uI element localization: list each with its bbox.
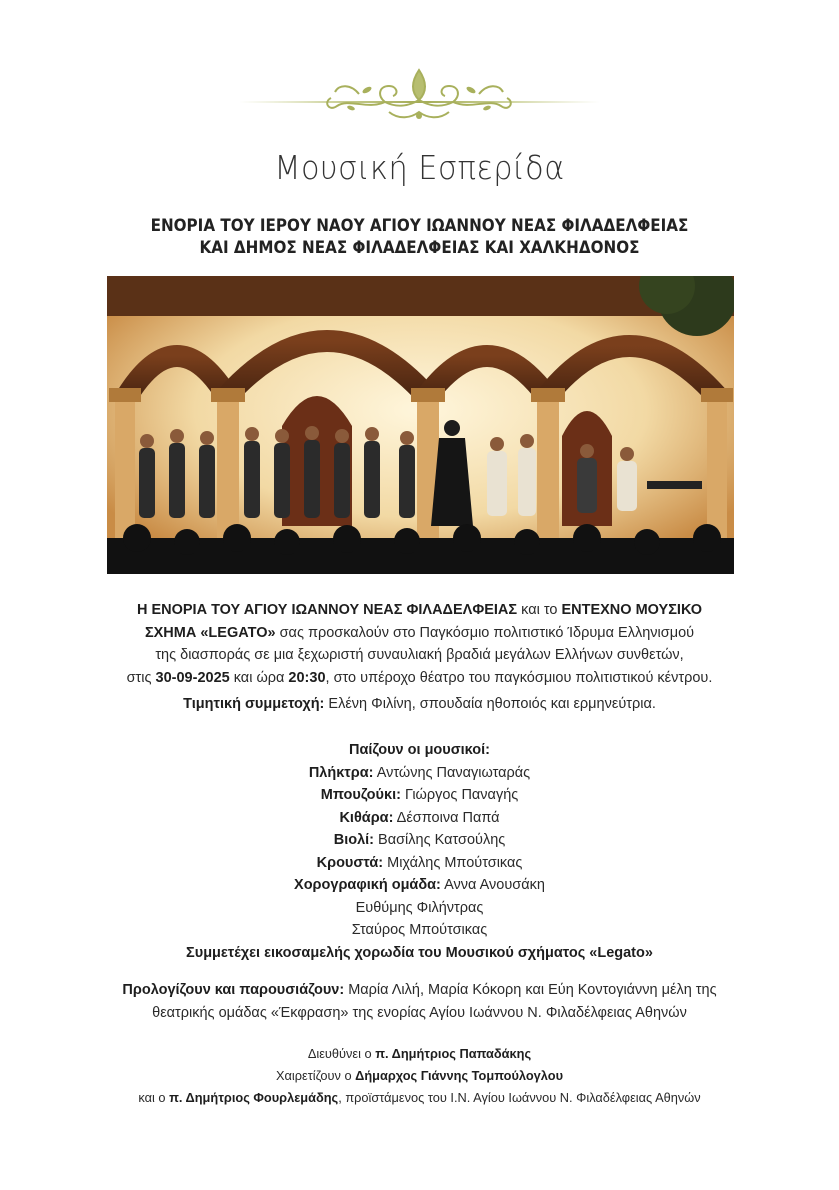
- intro-line-1: [0, 599, 839, 622]
- credits-line-1: [0, 1043, 839, 1065]
- credits-and: και ο: [138, 1090, 170, 1105]
- instrument-label: Κρουστά:: [316, 854, 384, 871]
- choreography-member: Ευθύμης Φιλήντρας: [355, 899, 484, 916]
- credits-line-3: [0, 1087, 839, 1109]
- presenters-names: Μαρία Λιλή, Μαρία Κόκορη και Εύη Κοντογιάννη μέλη της: [344, 982, 717, 998]
- honor-line: [0, 693, 839, 716]
- intro-line-3: της διασποράς σε μια ξεχωριστή συναυλιακή βραδιά μεγάλων Ελλήνων συνθετών,: [155, 647, 684, 663]
- presenters-line-2: θεατρικής ομάδας «Έκφραση» της ενορίας Αγίου Ιωάννου Ν. Φιλαδέλφειας Αθηνών: [152, 1004, 687, 1021]
- musicians-heading-line: [0, 739, 839, 762]
- musician-name: Αννα Ανουσάκη: [440, 877, 545, 893]
- intro-line-2: [0, 622, 839, 645]
- honorary-participation: [0, 693, 839, 716]
- musician-row: [0, 784, 839, 807]
- credits-greetings: Χαιρετίζουν ο: [275, 1068, 356, 1083]
- honor-text: Ελένη Φιλίνη, σπουδαία ηθοποιός και ερμηνεύτρια.: [324, 696, 656, 712]
- choir-line: [0, 942, 839, 965]
- credits-line-2: [0, 1065, 839, 1087]
- instrument-label: Πλήκτρα:: [308, 764, 374, 781]
- intro-paragraph: [0, 599, 839, 689]
- intro-on: στις: [126, 669, 156, 686]
- photo-illustration: [107, 276, 734, 574]
- presenters-label: Προλογίζουν και παρουσιάζουν:: [122, 982, 345, 998]
- musician-name: Αντώνης Παναγιωταράς: [373, 764, 531, 781]
- choir-participation: Συμμετέχει εικοσαμελής χορωδία του Μουσικού σχήματος «Legato»: [186, 944, 653, 961]
- mayor-name: Δήμαρχος Γιάννης Τομπούλογλου: [355, 1068, 564, 1083]
- musician-row: [0, 829, 839, 852]
- intro-ensemble-legato: ΣΧΗΜΑ «LEGATO»: [144, 624, 276, 641]
- choir-performance-photo: [107, 276, 734, 574]
- intro-line-4: [0, 667, 839, 690]
- honor-label: Τιμητική συμμετοχή:: [183, 696, 325, 712]
- musician-name: Γιώργος Παναγής: [400, 787, 519, 803]
- page-subtitle: [34, 215, 806, 259]
- intro-and-time: και ώρα: [229, 669, 289, 686]
- instrument-label: Χορογραφική ομάδα:: [294, 877, 441, 893]
- instrument-label: Βιολί:: [333, 832, 375, 848]
- musician-name: Δέσποινα Παπά: [393, 809, 500, 826]
- intro-connector: και το: [517, 602, 562, 618]
- intro-venue: , στο υπέροχο θέατρο του παγκόσμιου πολιτιστικού κέντρου.: [325, 669, 713, 686]
- floral-ornament-icon: [239, 62, 600, 128]
- instrument-label: Κιθάρα:: [339, 809, 394, 826]
- event-time: 20:30: [288, 669, 326, 686]
- musician-row: [0, 762, 839, 785]
- credits-paragraph: [0, 1043, 839, 1109]
- director-name: π. Δημήτριος Παπαδάκης: [375, 1046, 532, 1061]
- musician-name: Μιχάλης Μπούτσικας: [383, 854, 523, 871]
- instrument-label: Μπουζούκι:: [320, 787, 401, 803]
- musician-row: [0, 874, 839, 897]
- subtitle-line-1: ΕΝΟΡΙΑ ΤΟΥ ΙΕΡΟΥ ΝΑΟΥ ΑΓΙΟΥ ΙΩΑΝΝΟΥ ΝΕΑΣ ΦΙΛΑΔΕΛΦΕΙΑΣ: [150, 216, 689, 235]
- presenters-paragraph: [0, 979, 839, 1024]
- musicians-list: [0, 739, 839, 964]
- subtitle-line-2: ΚΑΙ ΔΗΜΟΣ ΝΕΑΣ ΦΙΛΑΔΕΛΦΕΙΑΣ ΚΑΙ ΧΑΛΚΗΔΟΝΟΣ: [199, 238, 640, 257]
- musician-name: Βασίλης Κατσούλης: [374, 832, 506, 848]
- priest-title: , προϊστάμενος του Ι.Ν. Αγίου Ιωάννου Ν. Φιλαδέλφειας Αθηνών: [338, 1090, 701, 1105]
- presenters-line-1: [0, 979, 839, 1002]
- page-title: Μουσική Εσπερίδα: [274, 148, 565, 187]
- event-date: 30-09-2025: [155, 669, 230, 686]
- musicians-heading: Παίζουν οι μουσικοί:: [348, 742, 490, 758]
- musician-row: [0, 852, 839, 875]
- credits-directs: Διευθύνει ο: [307, 1046, 376, 1061]
- intro-invitation: σας προσκαλούν στο Παγκόσμιο πολιτιστικό Ίδρυμα Ελληνισμού: [275, 624, 695, 641]
- intro-ensemble-name: ΕΝΤΕΧΝΟ ΜΟΥΣΙΚΟ: [561, 602, 703, 618]
- choreography-member: Σταύρος Μπούτσικας: [351, 922, 488, 938]
- musician-row: [0, 807, 839, 830]
- priest-name: π. Δημήτριος Φουρλεμάδης: [169, 1090, 339, 1105]
- intro-parish-name: Η ΕΝΟΡΙΑ ΤΟΥ ΑΓΙΟΥ ΙΩΑΝΝΟΥ ΝΕΑΣ ΦΙΛΑΔΕΛΦΕΙΑΣ: [136, 602, 518, 618]
